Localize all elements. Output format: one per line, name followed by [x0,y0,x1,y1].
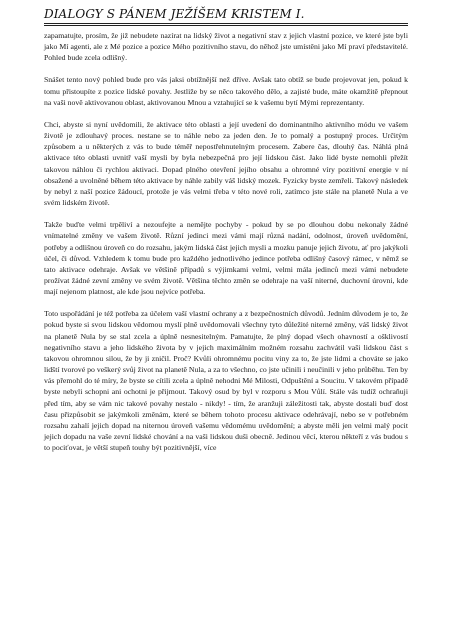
header-rule-thin [44,23,408,24]
paragraph: Toto uspořádání je též potřeba za účelem vaší vlastní ochrany a z bezpečnostních důvodů. Jedním důvodem je to, že pokud byste si svou lidskou vědomou myslí plně uvědomovali všechny tyto důležité niterné změny, váš lidský život na planetě Nula by se stal zcela a úplně nesnesitelným. Pamatujte, že plný dopad všech ohavností a ošklivostí negativního stavu a jeho lidského života by v jejich maximálním možném rozsahu zachvátil vaši lidskou část s takovou ohromnou silou, že by ji zničil. Proč? Kvůli ohromnému pocitu viny za to, že jste lidmi a chováte se jako lidští tvorové po veškerý svůj život na planetě Nula, a za to všechno, co jste učinili i neučinili v jeho průběhu. Ten by vás přemohl do té míry, že byste se cítili zcela a úplně nehodni Mé Milosti, Odpuštění a Soucitu. V takovém případě byste nebyli schopni ani ochotni je přijmout. Takový osud by byl v rozporu s Mou Vůlí. Stále vás tudíž ochraňuji před tím, aby se vám nic takové povahy nestalo - nikdy! - tím, že aranžuji záležitosti tak, abyste dostali buď dost času přizpůsobit se jakýmkoli změnám, které se během tohoto procesu aktivace odehrávají, nebo se v potřebném rozsahu zahalí jejich dopad na niternou úroveň vašemu vědomému uvědomění; a abyste měli jen velmi malý pocit jejich dopadu na vaše zevní lidské chování a na vaši lidskou duši obecně. Jedinou věcí, kterou někteří z vás budou s to pociťovat, je větší stupeň touhy být pozitivnější, více [44,309,408,453]
running-header-title: DIALOGY S PÁNEM JEŽÍŠEM KRISTEM I. [44,7,305,21]
header-rule-thick [44,25,408,26]
document-body [44,30,408,453]
paragraph: Takže buďte velmi trpěliví a nezoufejte a nemějte pochyby - pokud by se po dlouhou dobu nekonaly žádné vnímatelné změny ve vašem životě. Různí jedinci mezi vámi mají různá nadání, odolnost, úroveň uvědomění, potřeby a odlišnou úroveň co do rozsahu, jakým lidská část jejich mysli a mozku panuje jejich životu, ať pro jakýkoli účel, či důvod. Vzhledem k tomu bude pro každého jednotlivého jedince potřeba odlišný časový rámec, v němž se tato aktivace odehraje. Avšak ve většině případů s výjimkami velmi, velmi mála jedinců mezi vámi nebudete prožívat žádné zevní změny ve svém životě. Většina těchto změn se odehraje na vaší niterné, duchovní úrovni, kde mají nejenom platnost, ale kde jsou nejvíce potřeba. [44,220,408,297]
paragraph: Snášet tento nový pohled bude pro vás jaksi obtížnější než dříve. Avšak tato obtíž se bude projevovat jen, pokud k tomu přistoupíte z pozice lidské povahy. Jestliže by se něco takového dělo, a zajisté bude, máte okamžitě přepnout na vaši nově aktivovanou oblast, aktivovanou Mnou a vztahující se k vašemu bytí Mými reprezentanty. [44,75,408,107]
paragraph: zapamatujte, prosím, že již nebudete nazírat na lidský život a negativní stav z jejich vlastní pozice, ve které jste byli jako Mí agenti, ale z Mé pozice a pozice Mého pozitivního stavu, do něhož jste umístěni jako Mí praví představitelé. Pohled bude zcela odlišný. [44,31,408,63]
page-header [44,7,408,26]
paragraph: Chci, abyste si nyní uvědomili, že aktivace této oblasti a její uvedení do dominantního aktivního módu ve vašem životě je zdlouhavý proces. nestane se to náhle nebo za jeden den. Je to pomalý a postupný proces. Určitým způsobem a u některých z vás to bude téměř nepostřehnutelným procesem. Zabere čas, dlouhý čas. Náhlá plná aktivace této oblasti uvnitř vaší mysli by byla nebezpečná pro její lidskou část. Jako lidé byste nemohli přežít takovou náhlou či rychlou aktivaci. Dopad plného otevření jejího obsahu a ohromné víry pozitivní energie v ní obsažené a uvolněné během této aktivace by náhle zabily váš lidský mozek. Fyzicky byste zemřeli. Takový následek by nebyl z naší pozice žádoucí, protože je vás velmi třeba v této nové roli, zatímco jste stále na planetě Nula a ve svém lidském životě. [44,119,408,208]
